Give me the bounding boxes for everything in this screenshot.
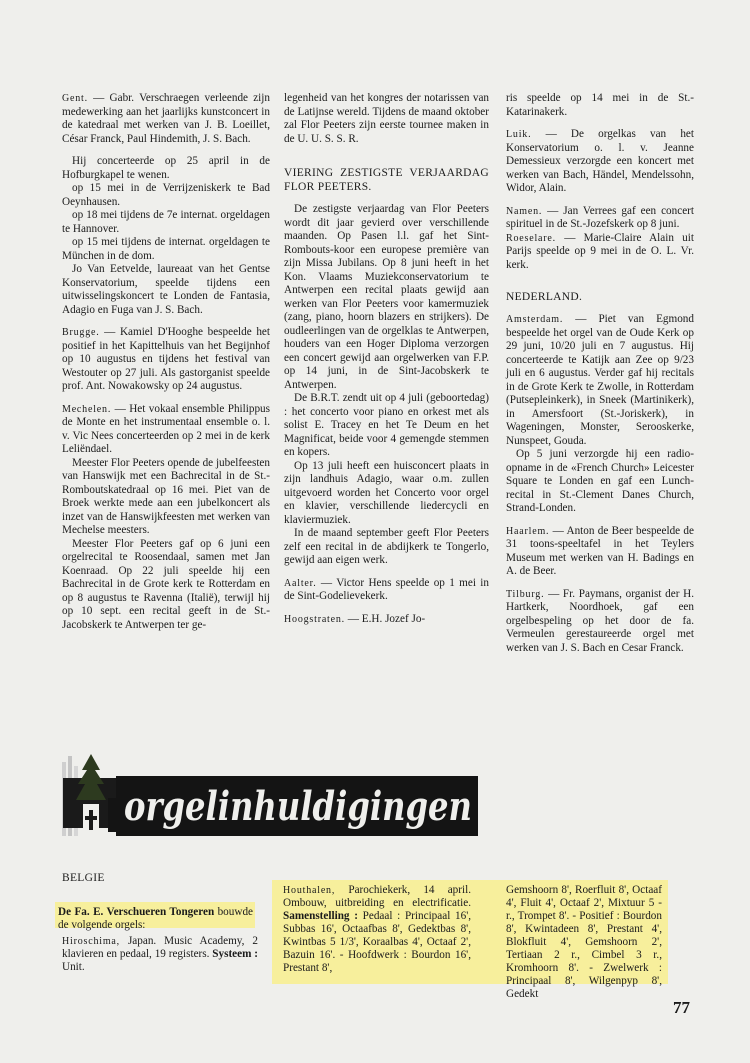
section-heading: VIERING ZESTIGSTE VERJAARDAG FLOR PEETERS. [284, 167, 489, 193]
paragraph: De B.R.T. zendt uit op 4 juli (geboortedag) : het concerto voor piano en orkest met als solist E. Tracey en het Te Deum en het Magnificat, beide voor 4 gemengde stemmen en kopers. [284, 392, 489, 458]
paragraph: Meester Flor Peeters opende de jubelfeesten van Hanswijk met een Bachrecital in de St.-Romboutskatedraal op 16 mei. Piet van de Broek werkte mede aan een jubelkoncert als inzet van de Hanswijkfeesten met werken van Mechelse meesters. [62, 456, 270, 536]
banner-title: orgelinhuldigingen [124, 783, 472, 830]
entry-houthalen-continued: Gemshoorn 8', Roerfluit 8', Octaaf 4', Fluit 4', Octaaf 2', Mixtuur 5 - r., Trompet 8'. - Positief : Bourdon 8', Kwintadeen 8', Prestant 4', Blokfluit 4', Gemshoorn 2', Tertiaan 2 r., Cimbel 3 r., Kromhoorn 8'. - Zwelwerk : Principaal 8', Wilgenpyp 8', Gedekt [506, 884, 662, 1000]
paragraph: Hoogstraten. — E.H. Jozef Jo- [284, 612, 426, 625]
paragraph: Roeselare. — Marie-Claire Alain uit Parijs speelde op 9 mei in de O. L. Vr. kerk. [506, 231, 694, 271]
paragraph: Meester Flor Peeters gaf op 6 juni een orgelrecital te Roosendaal, samen met Jan Koenraad. Op 22 juli speelde hij een Bachrecital in de Grote kerk te Rotterdam en op 8 augustus te Ravenna (Italië), terwijl hij op 10 sept. een recital geeft in de St.-Jacobskerk te Antwerpen ter ge- [62, 537, 270, 631]
paragraph: Aalter. — Victor Hens speelde op 1 mei in de Sint-Godelievekerk. [284, 576, 489, 602]
column-2 [284, 92, 489, 635]
paragraph: Haarlem. — Anton de Beer bespeelde de 31 toons-speeltafel in het Teylers Museum met werken van H. Badings en A. de Beer. [506, 524, 694, 577]
paragraph: op 15 mei in de Verrijzeniskerk te Bad Oeynhausen. [62, 182, 270, 208]
entry-hiroschima: Hiroschima, Japan. Music Academy, 2 klavieren en pedaal, 19 registers. Systeem : Unit. [62, 935, 258, 973]
section-banner [58, 748, 478, 852]
paragraph: In de maand september geeft Flor Peeters zelf een recital in de abdijkerk te Tongerlo, gewijd aan eigen werk. [284, 527, 489, 566]
entry-houthalen: Houthalen, Parochiekerk, 14 april. Ombouw, uitbreiding en electrificatie. Samenstelling : Pedaal : Principaal 16', Subbas 16', Octaafbas 8', Gedektbas 8', Kwintbas 5 1/3', Koraalbas 4', Octaaf 2', Bazuin 16'. - Hoofdwerk : Bourdon 16', Prestant 8', [283, 884, 472, 974]
paragraph: Brugge. — Kamiel D'Hooghe bespeelde het positief in het Kapittelhuis van het Begijnhof op 10 augustus en tijdens het festival van Westouter op 27 juli. Als gastorganist speelde prof. Ant. Nowakowsky op 24 augustus. [62, 326, 270, 392]
paragraph: Luik. — De orgelkas van het Konservatorium o. l. v. Jeanne Demessieux verzorgde een koncert met werken van Bach, Händel, Mendelssohn, Widor, Alain. [506, 128, 694, 194]
section-heading: BELGIE [62, 872, 105, 884]
paragraph: ris speelde op 14 mei in de St.-Katarinakerk. [506, 92, 694, 118]
paragraph: op 15 mei tijdens de internat. orgeldagen te München in de dom. [62, 236, 270, 262]
paragraph: Op 5 juni verzorgde hij een radio-opname in de «French Church» Leicester Square te Londen en gaf een Lunch-recital in St.-Clement Danes Church, Strand-Londen. [506, 448, 694, 514]
column-3 [506, 92, 694, 664]
page-number: 77 [673, 998, 690, 1017]
paragraph: Amsterdam. — Piet van Egmond bespeelde het orgel van de Oude Kerk op 29 juni, 10/20 juli en 7 augustus. Hij concerteerde te Katijk aan Zee op 9/23 juli en 6 augustus. Verder gaf hij recitals in de Grote Kerk te Zwolle, in Rotterdam (Putsepleinkerk), in Sneek (Martinikerk), in Amersfoort (St.-Joriskerk), in Wageningen, Monster, Serooskerke, Nunspeet, Gouda. [506, 313, 694, 447]
paragraph: Mechelen. — Het vokaal ensemble Philippus de Monte en het instrumentaal ensemble o. l. v. Vic Nees concerteerden op 2 mei in de kerk Leliëndael. [62, 402, 270, 455]
paragraph: Gent. — Gabr. Verschraegen verleende zijn medewerking aan het jaarlijks kunstconcert in de katedraal met werken van J. B. Loeillet, César Franck, Paul Hindemith, J. S. Bach. [62, 92, 270, 145]
intro-text: De Fa. E. Verschueren Tongeren bouwde de volgende orgels: [58, 906, 253, 931]
paragraph: legenheid van het kongres der notarissen van de Latijnse wereld. Tijdens de maand oktober zal Flor Peeters zijn eerste tournee maken in de U. U. S. S. R. [284, 92, 489, 145]
column-1 [62, 92, 270, 632]
paragraph: Jo Van Eetvelde, laureaat van het Gentse Konservatorium, speelde tijdens een uitwisselingskoncert te Londen de Fantasia, Adagio en Fuga van J. S. Bach. [62, 263, 270, 316]
paragraph: Op 13 juli heeft een huisconcert plaats in zijn landhuis Adagio, waar o.m. zullen uitgevoerd worden het Concerto voor orgel en klavier, verschillende liedercycli en klaviermuziek. [284, 459, 489, 526]
paragraph: Hij concerteerde op 25 april in de Hofburgkapel te wenen. [62, 155, 270, 181]
section-heading: NEDERLAND. [506, 291, 583, 303]
paragraph: Tilburg. — Fr. Paymans, organist der H. Hartkerk, Noordhoek, gaf een orgelbespeling op het door de fa. Vermeulen gerestaureerde orgel met werken van J. S. Bach en Cesar Franck. [506, 587, 694, 654]
paragraph: De zestigste verjaardag van Flor Peeters wordt dit jaar gevierd over verschillende maanden. Op Pasen l.l. gaf het Sint-Rombouts-koor een europese première van zijn Missa Jubilans. Op 8 juni heeft in het Kon. Vlaams Muziekconservatorium te Antwerpen een recital plaats gewijd aan werken van Flor Peeters voor kamermuziek (zang, piano, hoorn blazers en strijkers). De oudleerlingen van de orgelklas te Antwerpen, houders van een Hoger Diploma verzorgen een concert gewijd aan orgelwerken van F.P. op 14 juni, in de Sint-Jacobskerk te Antwerpen. [284, 203, 489, 391]
paragraph: Namen. — Jan Verrees gaf een concert spirituel in de St.-Jozefskerk op 8 juni. [506, 204, 695, 230]
paragraph: op 18 mei tijdens de 7e internat. orgeldagen te Hannover. [62, 209, 270, 235]
